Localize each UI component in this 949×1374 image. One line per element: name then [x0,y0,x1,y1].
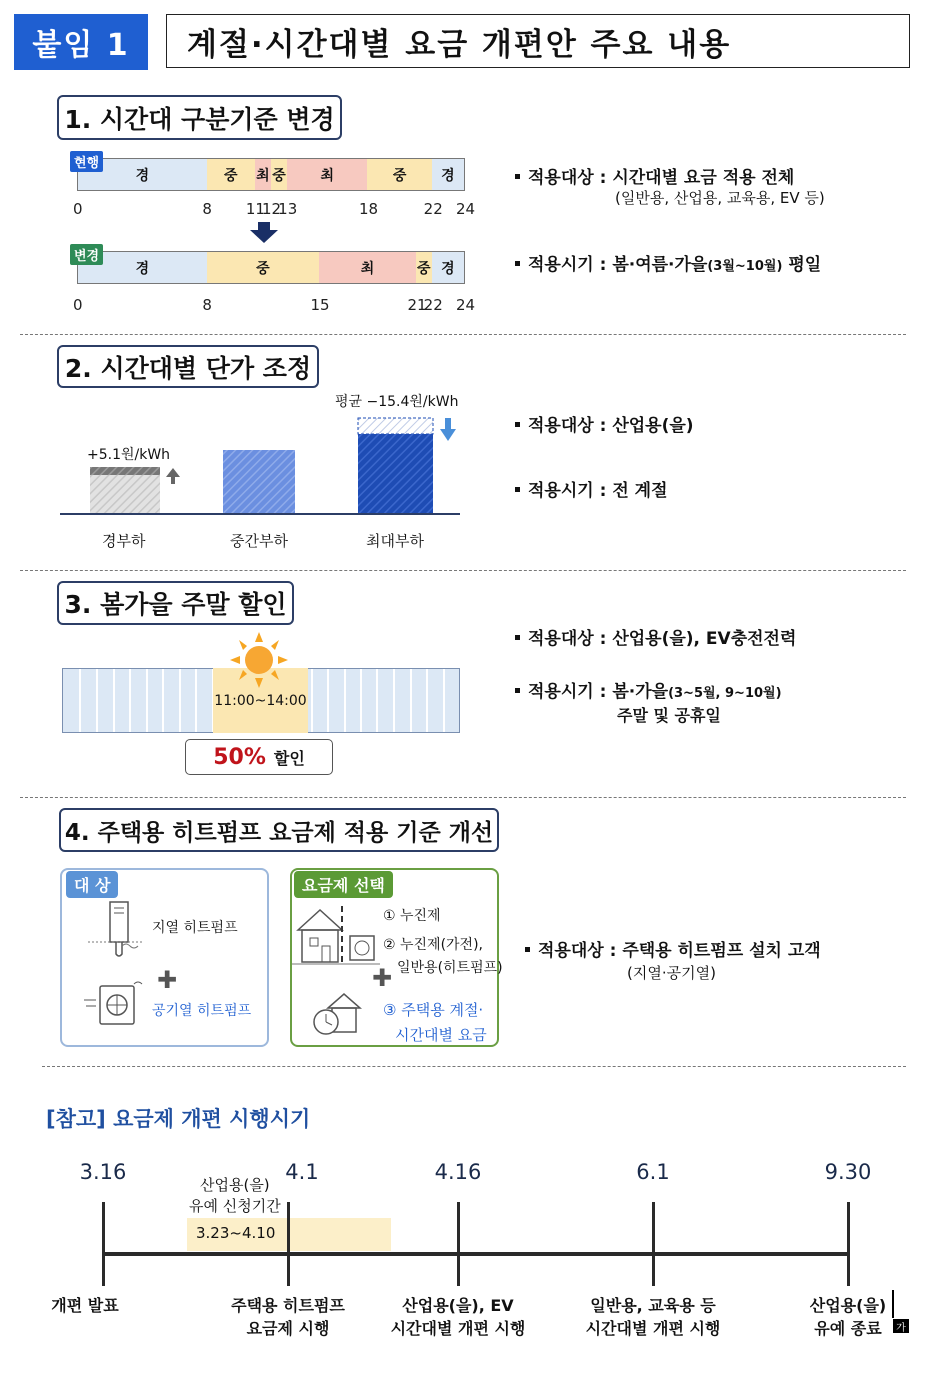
s1-target-sub: (일반용, 산업용, 교육용, EV 등) [615,189,825,207]
hour-tick: 12 [262,200,282,218]
page-title: 계절·시간대별 요금 개편안 주요 내용 [166,14,910,68]
house-solar-icon [292,900,382,970]
timeline-date: 4.1 [285,1160,319,1184]
divider [20,797,906,798]
s2-period: 적용시기 : 전 계절 [515,476,668,501]
rate-option-tag: 요금제 선택 [294,871,393,898]
label-peak: 최대부하 [366,532,424,550]
house-clock-icon [312,990,364,1038]
discount-window: 11:00~14:00 [213,668,308,733]
timeline-tick [102,1202,105,1286]
hour-tick: 18 [359,200,379,218]
timeline-date: 6.1 [636,1160,670,1184]
change-ticks [73,296,476,316]
hour-tick: 24 [456,296,476,314]
hour-gridline [179,669,181,732]
hour-gridline [195,669,197,732]
current-timebar-group [77,158,465,191]
timeline-tick [457,1202,460,1286]
hour-gridline [96,669,98,732]
hour-tick: 22 [423,296,443,314]
low-change-label: +5.1원/kWh [87,447,171,463]
timeline-tick [652,1202,655,1286]
hour-tick: 15 [310,296,330,314]
divider [42,1066,906,1067]
time-segment: 중 [271,159,287,190]
hour-tick: 13 [278,200,298,218]
bar-low [90,474,160,514]
air-heatpump-icon [84,978,144,1032]
current-tag: 현행 [70,151,103,172]
hour-tick: 11 [245,200,265,218]
discount-badge [185,739,333,775]
section3-heading: 3. 봄가을 주말 할인 [57,581,294,625]
divider [20,570,906,571]
bar-mid [223,450,295,514]
geothermal-heatpump-icon [88,900,144,960]
bar-low-increase [90,467,160,475]
hour-gridline [410,669,412,732]
time-segment: 중 [207,159,255,190]
reference-heading: [참고] 요금제 개편 시행시기 [46,1107,311,1131]
option-3b: 시간대별 요금 [395,1026,487,1044]
s3-period-sub: 주말 및 공휴일 [617,706,721,725]
timeline-label: 일반용, 교육용 등 시간대별 개편 시행 [585,1296,721,1338]
hour-tick: 24 [456,200,476,218]
label-mid: 중간부하 [230,532,288,550]
label-low: 경부하 [102,532,146,550]
hour-tick: 21 [407,296,427,314]
hour-gridline [162,669,164,732]
s1-period: 적용시기 : 봄·여름·가을(3월~10월) 평일 [515,250,821,275]
timeline-label: 주택용 히트펌프 요금제 시행 [231,1296,345,1338]
time-segment: 중 [367,159,431,190]
hour-gridline [393,669,395,732]
hour-gridline [327,669,329,732]
timeline-label: 산업용(을) 유예 종료 [809,1296,887,1338]
time-segment: 경 [78,252,207,283]
hour-tick: 0 [73,200,83,218]
down-arrow-icon [250,222,278,244]
timeline-date: 9.30 [824,1160,872,1184]
discount-value: 50% [213,744,266,770]
hour-gridline [311,669,313,732]
time-segment: 중 [416,252,432,283]
timeline-tick [287,1202,290,1286]
deferral-label-a: 산업용(을) [200,1176,270,1194]
time-segment: 중 [207,252,320,283]
option-1: ① 누진제 [383,908,441,924]
timeline-label: 산업용(을), EV 시간대별 개편 시행 [390,1296,526,1338]
section2-heading: 2. 시간대별 단가 조정 [57,345,319,388]
margin-bar [892,1290,894,1318]
s4-target: 적용대상 : 주택용 히트펌프 설치 고객 [525,936,821,961]
option-2a: ② 누진제(가전), [383,937,483,953]
hour-gridline [79,669,81,732]
timeline-date: 4.16 [434,1160,482,1184]
time-segment: 경 [432,252,464,283]
time-segment: 경 [78,159,207,190]
corner-mark: 가 [893,1319,909,1333]
section4-heading: 4. 주택용 히트펌프 요금제 적용 기준 개선 [59,808,499,852]
s1-target: 적용대상 : 시간대별 요금 적용 전체 [515,163,794,188]
timeline-axis [103,1252,849,1256]
current-timebar [77,158,465,191]
change-timebar [77,251,465,284]
time-segment: 최 [255,159,271,190]
hour-gridline [443,669,445,732]
s4-target-sub: (지열·공기열) [627,964,716,982]
time-segment: 최 [287,159,367,190]
change-timebar-group [77,251,465,284]
hour-gridline [129,669,131,732]
s3-target: 적용대상 : 산업용(을), EV충전전력 [515,624,796,649]
bar-peak-decrease [358,418,433,434]
hour-gridline [426,669,428,732]
air-label: 공기열 히트펌프 [152,1003,252,1019]
target-tag: 대 상 [66,871,118,898]
option-3a: ③ 주택용 계절· [383,1001,484,1019]
deferral-range: 3.23~4.10 [196,1224,276,1242]
sun-icon [230,632,288,688]
current-ticks [73,200,476,220]
hour-gridline [344,669,346,732]
peak-change-label: 평균 −15.4원/kWh [335,394,459,410]
option-2b: 일반용(히트펌프) [397,960,503,976]
time-segment: 최 [319,252,416,283]
geo-label: 지열 히트펌프 [152,920,238,936]
time-segment: 경 [432,159,464,190]
down-arrow-blue-icon [440,418,456,441]
section1-heading: 1. 시간대 구분기준 변경 [57,95,342,140]
timeline-label: 개편 발표 [51,1296,119,1315]
plus-icon: ✚ [372,964,393,992]
plus-icon: ✚ [157,966,178,994]
up-arrow-icon [166,468,180,484]
s2-target: 적용대상 : 산업용(을) [515,411,694,436]
hour-gridline [360,669,362,732]
attachment-badge: 붙임 1 [14,14,148,70]
bar-peak [358,434,433,514]
hour-gridline [113,669,115,732]
hour-tick: 0 [73,296,83,314]
hour-tick: 22 [423,200,443,218]
divider [20,334,906,335]
hour-gridline [376,669,378,732]
hour-gridline [146,669,148,732]
timeline-date: 3.16 [79,1160,127,1184]
deferral-label-b: 유예 신청기간 [189,1197,281,1215]
change-tag: 변경 [70,244,103,265]
hour-tick: 8 [202,296,212,314]
timeline-tick [847,1202,850,1286]
s3-period: 적용시기 : 봄·가을(3~5월, 9~10월) [515,677,782,702]
discount-word: 할인 [273,748,305,768]
hour-tick: 8 [202,200,212,218]
